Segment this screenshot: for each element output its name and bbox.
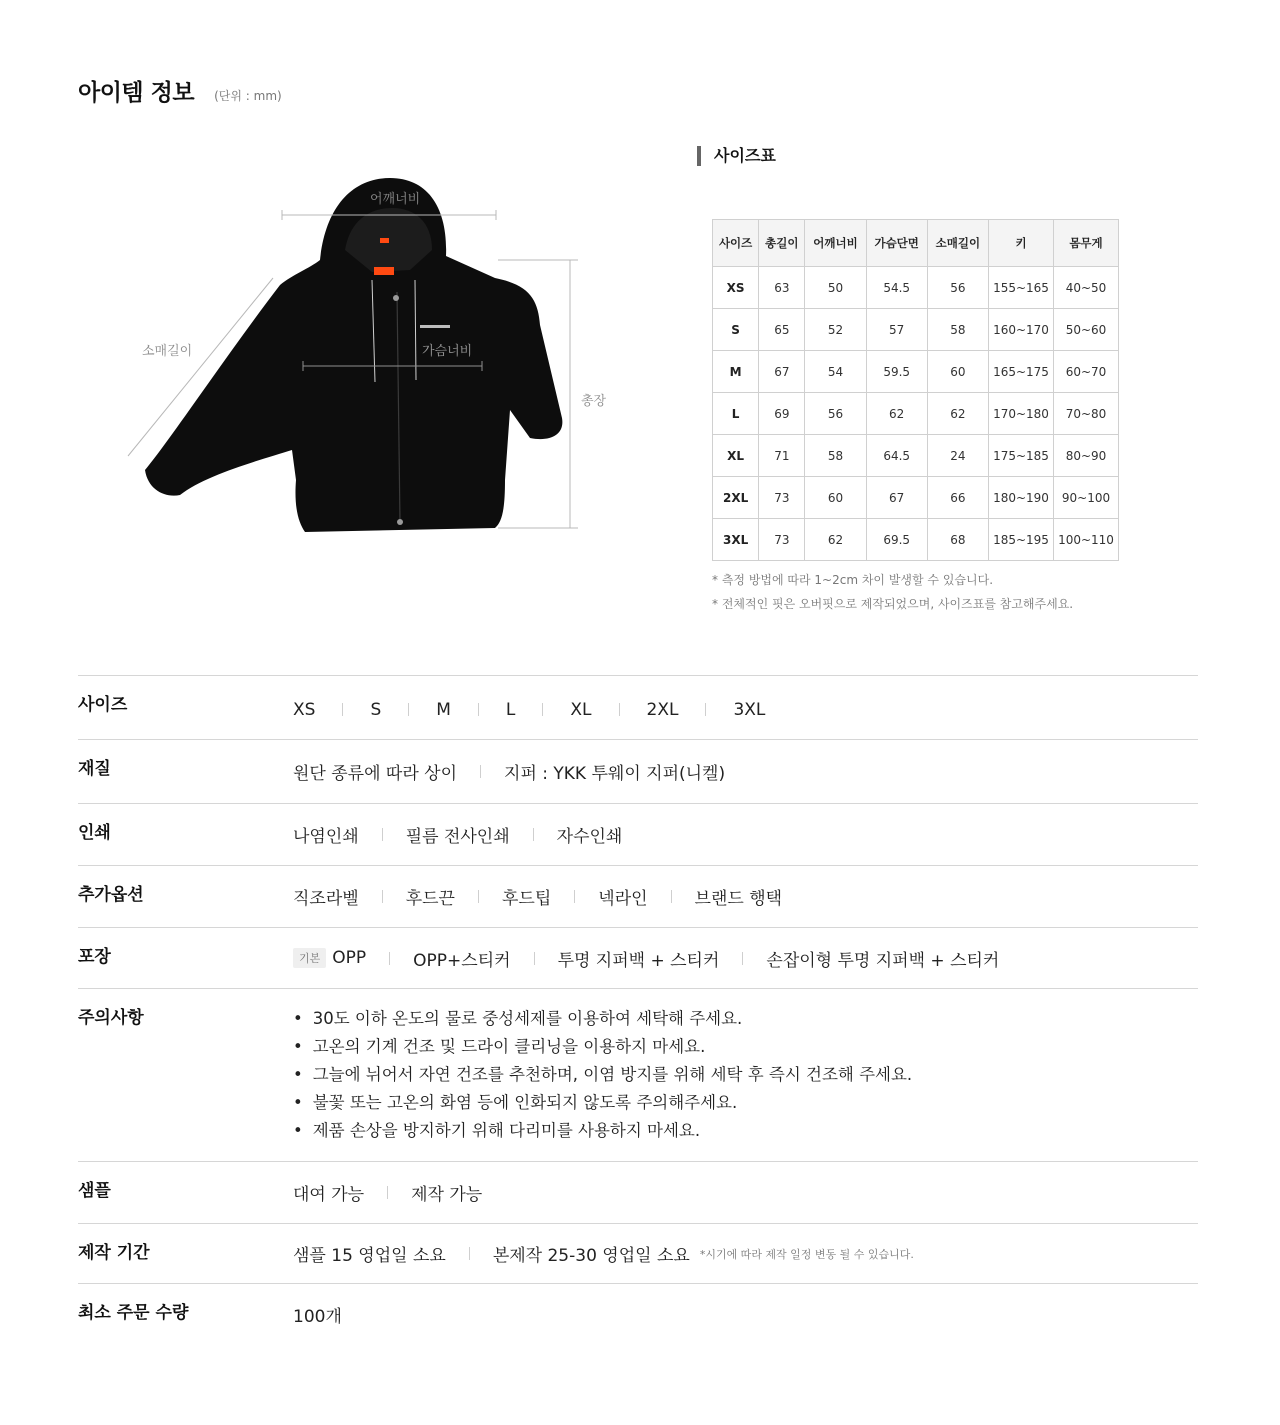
info-content (293, 1162, 1198, 1223)
neck-label-tag (374, 267, 394, 275)
info-row-care (78, 988, 1198, 1161)
table-cell: 165~175 (989, 351, 1054, 393)
size-chart-table (712, 219, 1119, 561)
size-chart-title: 사이즈표 (697, 146, 776, 166)
list-item: • 제품 손상을 방지하기 위해 다리미를 사용하지 마세요. (293, 1117, 912, 1145)
size-chart-header-row (713, 220, 1119, 267)
size-chart-notes (712, 568, 1073, 616)
table-cell: 62 (927, 393, 988, 435)
table-cell: 67 (759, 351, 805, 393)
zipper-pull-bottom (397, 519, 403, 525)
table-cell: 185~195 (989, 519, 1054, 561)
info-label: 사이즈 (78, 695, 128, 715)
info-content (293, 740, 1198, 803)
zipper-pull-top (393, 295, 399, 301)
column-header: 사이즈 (713, 220, 759, 267)
total-length-label: 총장 (581, 394, 607, 409)
table-cell: 155~165 (989, 267, 1054, 309)
material-item: 원단 종류에 따라 상이 (293, 764, 458, 784)
table-cell: 24 (927, 435, 988, 477)
info-content (293, 1284, 1198, 1345)
info-label: 재질 (78, 759, 111, 779)
note-line: * 측정 방법에 따라 1~2cm 차이 발생할 수 있습니다. (712, 573, 994, 587)
info-content (293, 989, 1198, 1161)
table-cell: 3XL (713, 519, 759, 561)
table-cell: 68 (927, 519, 988, 561)
table-cell: 67 (866, 477, 927, 519)
print-item: 나염인쇄 (293, 827, 359, 847)
option-item: 넥라인 (598, 889, 648, 909)
column-header: 몸무게 (1054, 220, 1119, 267)
material-item: 지퍼 : YKK 투웨이 지퍼(니켈) (504, 764, 726, 784)
info-label: 최소 주문 수량 (78, 1303, 189, 1323)
size-option: XL (570, 699, 592, 720)
default-badge: 기본 (293, 948, 326, 968)
info-row-options (78, 865, 1198, 927)
info-label: 포장 (78, 947, 111, 967)
table-cell: 70~80 (1054, 393, 1119, 435)
table-cell: 58 (805, 435, 866, 477)
list-item: • 30도 이하 온도의 물로 중성세제를 이용하여 세탁해 주세요. (293, 1005, 912, 1033)
period-note: *시기에 따라 제작 일정 변동 될 수 있습니다. (699, 1247, 914, 1261)
sample-item: 제작 가능 (411, 1185, 483, 1205)
info-row-packaging (78, 927, 1198, 988)
info-content (293, 866, 1198, 927)
table-cell: 58 (927, 309, 988, 351)
table-cell: 52 (805, 309, 866, 351)
info-label: 추가옵션 (78, 885, 144, 905)
table-cell: 73 (759, 477, 805, 519)
table-cell: 160~170 (989, 309, 1054, 351)
column-header: 키 (989, 220, 1054, 267)
table-cell: 180~190 (989, 477, 1054, 519)
info-content (293, 676, 1198, 739)
info-row-period (78, 1223, 1198, 1283)
packaging-item: 투명 지퍼백 + 스티커 (557, 950, 720, 971)
table-cell: 62 (866, 393, 927, 435)
period-item: 샘플 15 영업일 소요 (293, 1246, 446, 1266)
option-item: 후드팁 (501, 889, 552, 909)
table-cell: 170~180 (989, 393, 1054, 435)
table-cell: XS (713, 267, 759, 309)
info-row-moq (78, 1283, 1198, 1345)
size-option: S (370, 699, 382, 720)
size-option: 3XL (733, 699, 766, 720)
packaging-item: OPP+스티커 (413, 950, 511, 971)
info-content (293, 928, 1198, 988)
table-row (713, 519, 1119, 561)
table-row (713, 309, 1119, 351)
info-row-sample (78, 1161, 1198, 1223)
print-item: 필름 전사인쇄 (405, 827, 510, 847)
print-item: 자수인쇄 (556, 827, 623, 847)
hoodie-diagram (110, 150, 630, 550)
option-item: 직조라벨 (293, 889, 359, 909)
packaging-item: OPP (332, 948, 367, 968)
table-cell: 54 (805, 351, 866, 393)
moq-value: 100개 (293, 1307, 342, 1327)
table-cell: 73 (759, 519, 805, 561)
table-cell: 57 (866, 309, 927, 351)
table-cell: 100~110 (1054, 519, 1119, 561)
list-item: • 그늘에 뉘어서 자연 건조를 추천하며, 이염 방지를 위해 세탁 후 즉시 건조해 주세요. (293, 1061, 912, 1089)
table-row (713, 477, 1119, 519)
shoulder-width-label: 어깨너비 (370, 192, 421, 207)
sample-item: 대여 가능 (293, 1185, 365, 1205)
table-cell: 62 (805, 519, 866, 561)
hood-label-tag (380, 238, 389, 243)
table-cell: 65 (759, 309, 805, 351)
table-cell: 40~50 (1054, 267, 1119, 309)
table-cell: 71 (759, 435, 805, 477)
table-cell: 64.5 (866, 435, 927, 477)
table-cell: 80~90 (1054, 435, 1119, 477)
unit-note: (단위 : mm) (214, 89, 282, 103)
info-label: 제작 기간 (78, 1243, 150, 1263)
info-row-size (78, 675, 1198, 739)
list-item: • 불꽃 또는 고온의 화염 등에 인화되지 않도록 주의해주세요. (293, 1089, 912, 1117)
column-header: 어깨너비 (805, 220, 866, 267)
period-item: 본제작 25-30 영업일 소요 (492, 1246, 690, 1266)
column-header: 가슴단면 (866, 220, 927, 267)
column-header: 소매길이 (927, 220, 988, 267)
size-option: XS (293, 699, 316, 720)
table-cell: 56 (805, 393, 866, 435)
table-cell: 2XL (713, 477, 759, 519)
table-cell: 175~185 (989, 435, 1054, 477)
care-instructions-list (293, 1005, 912, 1145)
info-row-print (78, 803, 1198, 865)
size-option: M (436, 699, 451, 720)
table-row (713, 393, 1119, 435)
page-header (78, 74, 282, 107)
table-row (713, 351, 1119, 393)
table-cell: 66 (927, 477, 988, 519)
page-title: 아이템 정보 (78, 80, 195, 106)
item-info-list (78, 675, 1198, 1345)
table-cell: 69.5 (866, 519, 927, 561)
table-row (713, 435, 1119, 477)
note-line: * 전체적인 핏은 오버핏으로 제작되었으며, 사이즈표를 참고해주세요. (712, 597, 1074, 611)
table-cell: 60~70 (1054, 351, 1119, 393)
table-cell: 60 (805, 477, 866, 519)
table-row (713, 267, 1119, 309)
info-label: 샘플 (78, 1181, 111, 1201)
option-item: 브랜드 행택 (694, 889, 783, 909)
option-item: 후드끈 (405, 889, 455, 909)
table-cell: 54.5 (866, 267, 927, 309)
table-cell: 60 (927, 351, 988, 393)
table-cell: 50 (805, 267, 866, 309)
info-label: 주의사항 (78, 1008, 144, 1028)
table-cell: L (713, 393, 759, 435)
table-cell: 56 (927, 267, 988, 309)
size-option: 2XL (646, 699, 679, 720)
info-label: 인쇄 (78, 823, 111, 843)
list-item: • 고온의 기계 건조 및 드라이 클리닝을 이용하지 마세요. (293, 1033, 912, 1061)
table-cell: S (713, 309, 759, 351)
column-header: 총길이 (759, 220, 805, 267)
info-content (293, 804, 1198, 865)
chest-width-label: 가슴너비 (422, 344, 473, 359)
table-cell: XL (713, 435, 759, 477)
table-cell: 69 (759, 393, 805, 435)
table-cell: 59.5 (866, 351, 927, 393)
packaging-item: 손잡이형 투명 지퍼백 + 스티커 (766, 950, 1000, 971)
sleeve-length-label: 소매길이 (142, 344, 193, 359)
info-row-material (78, 739, 1198, 803)
chest-logo-print (420, 325, 450, 328)
table-cell: 90~100 (1054, 477, 1119, 519)
info-content (293, 1224, 1198, 1283)
table-cell: 63 (759, 267, 805, 309)
size-option: L (505, 699, 516, 720)
table-cell: M (713, 351, 759, 393)
table-cell: 50~60 (1054, 309, 1119, 351)
